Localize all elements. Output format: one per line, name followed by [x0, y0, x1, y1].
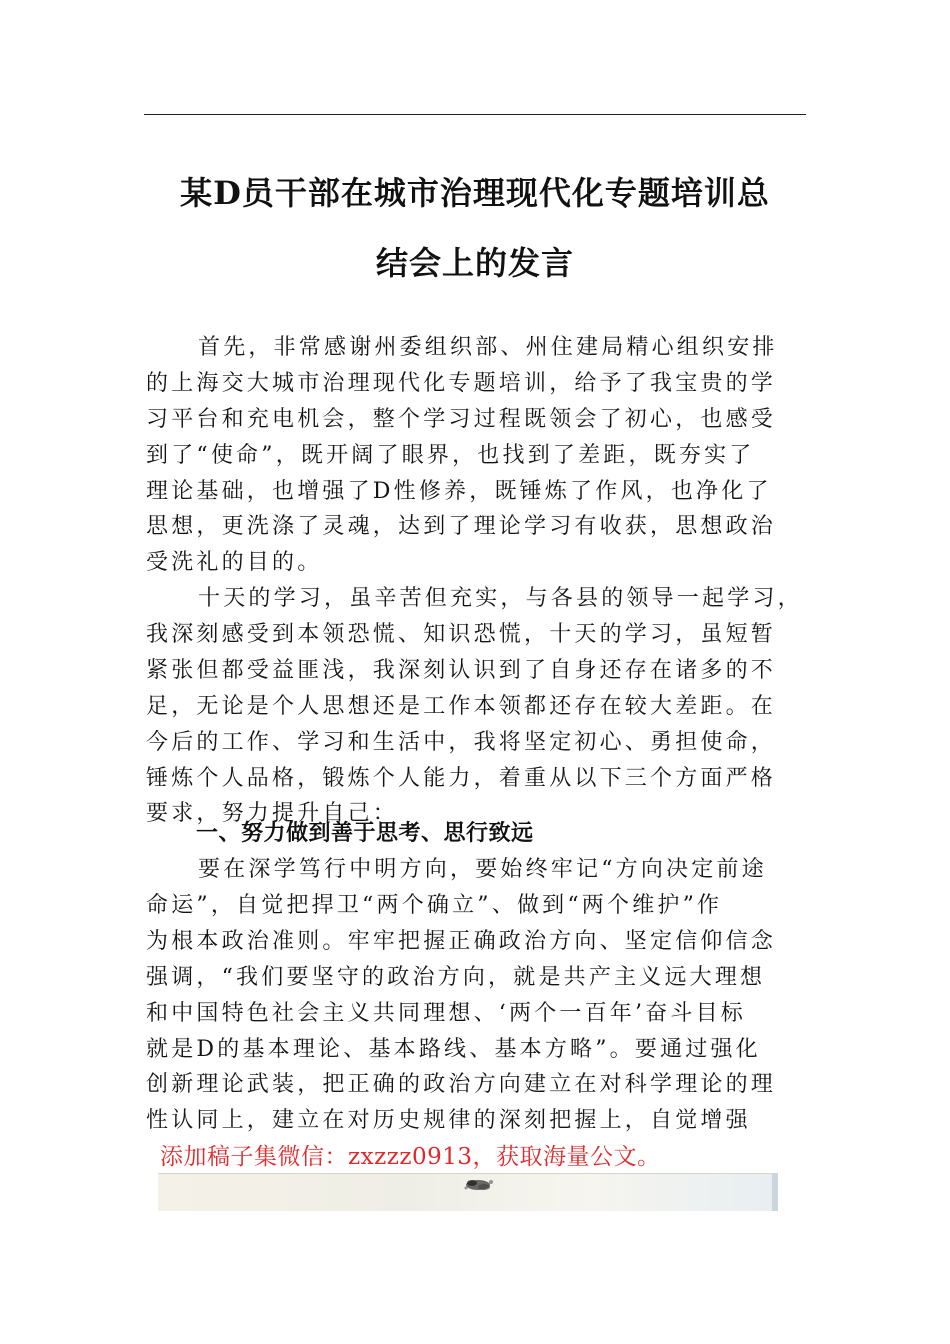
footer-banner-image [158, 1173, 778, 1211]
document-title-line-1: 某D员干部在城市治理现代化专题培训总 [180, 174, 770, 212]
paragraph-3-line: 性认同上，建立在对历史规律的深刻把握上，自觉增强 [146, 1108, 751, 1133]
paragraph-2-line: 十天的学习，虽辛苦但充实，与各县的领导一起学习， [198, 586, 803, 611]
paragraph-3-line: 和中国特色社会主义共同理想、‘两个一百年’奋斗目标 [146, 1001, 746, 1026]
paragraph-1-line: 的上海交大城市治理现代化专题培训，给予了我宝贵的学 [146, 371, 777, 396]
ink-seal-icon [458, 1176, 498, 1194]
paragraph-3-line: 要在深学笃行中明方向，要始终牢记“方向决定前途 [198, 857, 767, 882]
paragraph-1-line: 受洗礼的目的。 [146, 550, 323, 575]
paragraph-3-line: 为根本政治准则。牢牢把握正确政治方向、坚定信仰信念 [146, 929, 777, 954]
banner-edge [772, 1174, 778, 1211]
paragraph-2-line: 锤炼个人品格，锻炼个人能力，着重从以下三个方面严格 [146, 766, 777, 791]
paragraph-3-line: 就是D的基本理论、基本路线、基本方略”。要通过强化 [146, 1037, 761, 1062]
paragraph-1-line: 思想，更洗涤了灵魂，达到了理论学习有收获，思想政治 [146, 514, 777, 539]
header-rule [144, 114, 806, 115]
paragraph-3-line: 强调，“我们要坚守的政治方向，就是共产主义远大理想 [146, 965, 766, 990]
paragraph-2-line: 紧张但都受益匪浅，我深刻认识到了自身还存在诸多的不 [146, 658, 777, 683]
wechat-promo-text: 添加稿子集微信：zxzzz0913，获取海量公文。 [160, 1144, 661, 1170]
document-title-line-2: 结会上的发言 [375, 244, 574, 282]
paragraph-1-line: 习平台和充电机会，整个学习过程既领会了初心，也感受 [146, 407, 777, 432]
paragraph-2-line: 足，无论是个人思想还是工作本领都还存在较大差距。在 [146, 694, 777, 719]
paragraph-2-line: 我深刻感受到本领恐慌、知识恐慌，十天的学习，虽短暂 [146, 622, 777, 647]
paragraph-1-line: 到了“使命”，既开阔了眼界，也找到了差距，既夯实了 [146, 443, 755, 468]
section-heading-1: 一、努力做到善于思考、思行致远 [196, 821, 534, 846]
paragraph-2-line: 今后的工作、学习和生活中，我将坚定初心、勇担使命， [146, 730, 777, 755]
paragraph-2-line: 要求，努力提升自己： [146, 801, 399, 826]
paragraph-3-line: 命运”，自觉把捍卫“两个确立”、做到“两个维护”作 [146, 893, 723, 918]
paragraph-3-line: 创新理论武装，把正确的政治方向建立在对科学理论的理 [146, 1072, 777, 1097]
paragraph-1-line: 理论基础，也增强了D性修养，既锤炼了作风，也净化了 [146, 479, 772, 504]
paragraph-1-line: 首先，非常感谢州委组织部、州住建局精心组织安排 [198, 335, 778, 360]
